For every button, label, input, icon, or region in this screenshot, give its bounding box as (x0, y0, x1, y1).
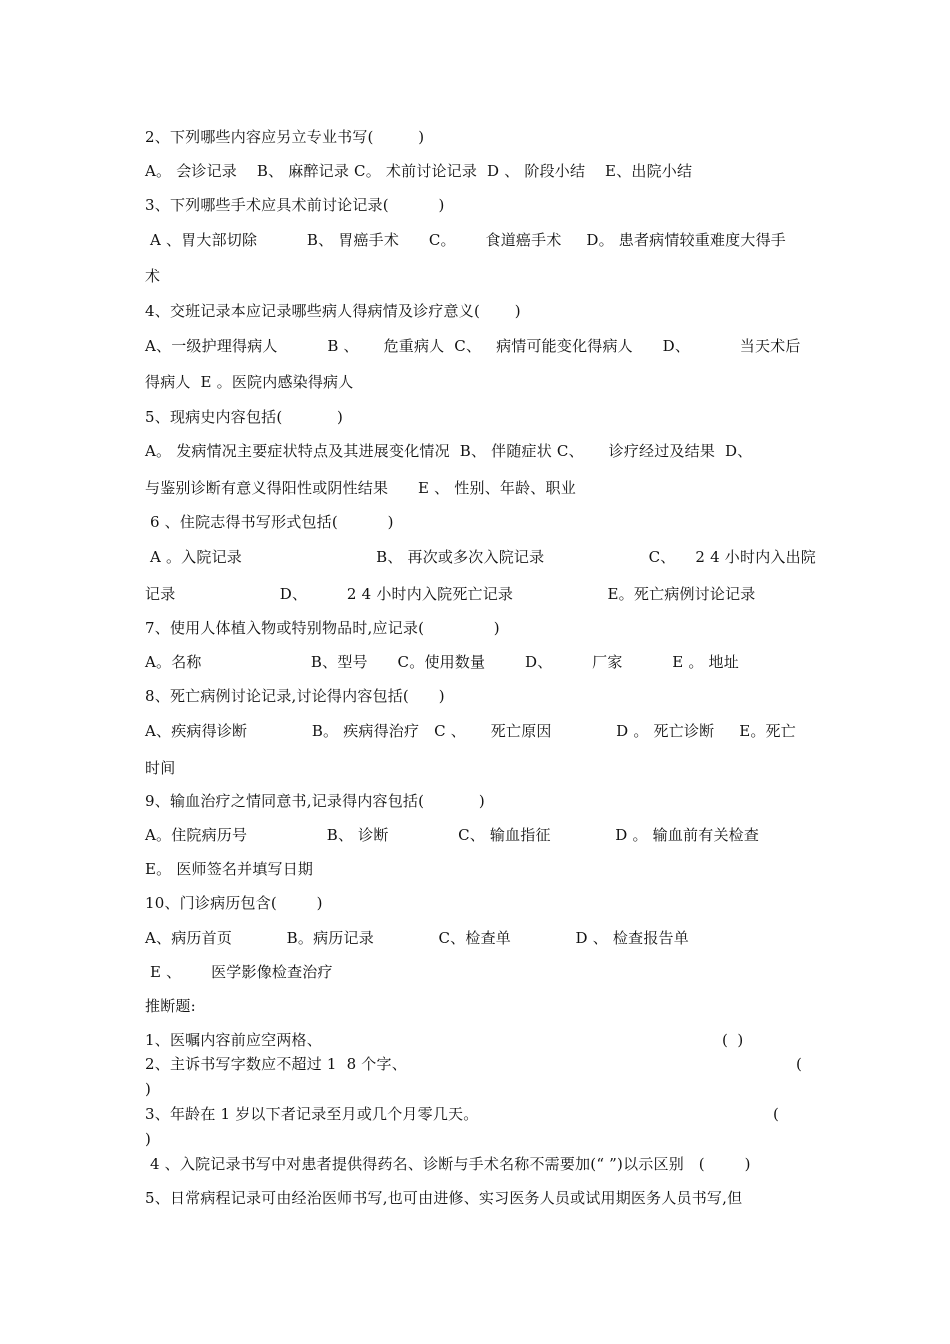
question-6-options-cont: 记录 D、 2 4 小时内入院死亡记录 E。死亡病例讨论记录 (145, 585, 756, 603)
question-7-options: A。名称 B、型号 C。使用数量 D、 厂家 E 。 地址 (145, 653, 739, 671)
question-5-options-cont: 与鉴别诊断有意义得阳性或阴性结果 E 、 性别、年龄、职业 (145, 479, 576, 497)
question-2-options: A。 会诊记录 B、 麻醉记录 C。 术前讨论记录 D 、 阶段小结 E、出院小结 (145, 162, 693, 180)
judgement-4: 4 、入院记录书写中对患者提供得药名、诊断与手术名称不需要加(“ ”)以示区别 ( ) (145, 1155, 751, 1173)
question-8: 8、死亡病例讨论记录,讨论得内容包括( ) (145, 687, 445, 705)
question-7: 7、使用人体植入物或特别物品时,应记录( ) (145, 619, 500, 637)
question-8-options: A、疾病得诊断 B。 疾病得治疗 C 、 死亡原因 D 。 死亡诊断 E。死亡 (145, 722, 796, 740)
judgement-2: 2、主诉书写字数应不超过 1 8 个字、 (145, 1055, 407, 1073)
judgement-3-answer-paren-close: ) (145, 1130, 152, 1148)
question-9-options-cont: E。 医师签名并填写日期 (145, 860, 314, 878)
judgement-1-answer-paren: ( ) (722, 1031, 744, 1049)
question-4-options: A、一级护理得病人 B 、 危重病人 C、 病情可能变化得病人 D、 当天术后 (145, 337, 801, 355)
question-9-options: A。住院病历号 B、 诊断 C、 输血指征 D 。 输血前有关检查 (145, 826, 760, 844)
question-6: 6 、住院志得书写形式包括( ) (145, 513, 394, 531)
judgement-2-answer-paren-open: ( (796, 1055, 802, 1073)
question-6-options: A 。入院记录 B、 再次或多次入院记录 C、 2 4 小时内入出院 (145, 548, 817, 566)
section-heading-judgement: 推断题: (145, 997, 196, 1015)
question-4: 4、交班记录本应记录哪些病人得病情及诊疗意义( ) (145, 302, 521, 320)
judgement-1: 1、医嘱内容前应空两格、 (145, 1031, 322, 1049)
question-4-options-cont: 得病人 E 。医院内感染得病人 (145, 373, 354, 391)
question-3: 3、下列哪些手术应具术前讨论记录( ) (145, 196, 445, 214)
question-8-options-cont: 时间 (145, 759, 176, 777)
judgement-5: 5、日常病程记录可由经治医师书写,也可由进修、实习医务人员或试用期医务人员书写,但 (145, 1189, 743, 1207)
question-5-options: A。 发病情况主要症状特点及其进展变化情况 B、 伴随症状 C、 诊疗经过及结果 D、 (145, 442, 753, 460)
question-5: 5、现病史内容包括( ) (145, 408, 344, 426)
question-9: 9、输血治疗之情同意书,记录得内容包括( ) (145, 792, 485, 810)
question-2: 2、下列哪些内容应另立专业书写( ) (145, 128, 425, 146)
judgement-2-answer-paren-close: ) (145, 1080, 152, 1098)
question-10: 10、门诊病历包含( ) (145, 894, 323, 912)
judgement-3-answer-paren-open: ( (773, 1105, 779, 1123)
question-10-options: A、病历首页 B。病历记录 C、检查单 D 、 检查报告单 (145, 929, 689, 947)
question-10-options-cont: E 、 医学影像检查治疗 (145, 963, 333, 981)
judgement-3: 3、年龄在 1 岁以下者记录至月或几个月零几天。 (145, 1105, 479, 1123)
question-3-options: A 、胃大部切除 B、 胃癌手术 C。 食道癌手术 D。 患者病情较重难度大得手 (145, 231, 786, 249)
question-3-options-cont: 术 (145, 267, 161, 285)
